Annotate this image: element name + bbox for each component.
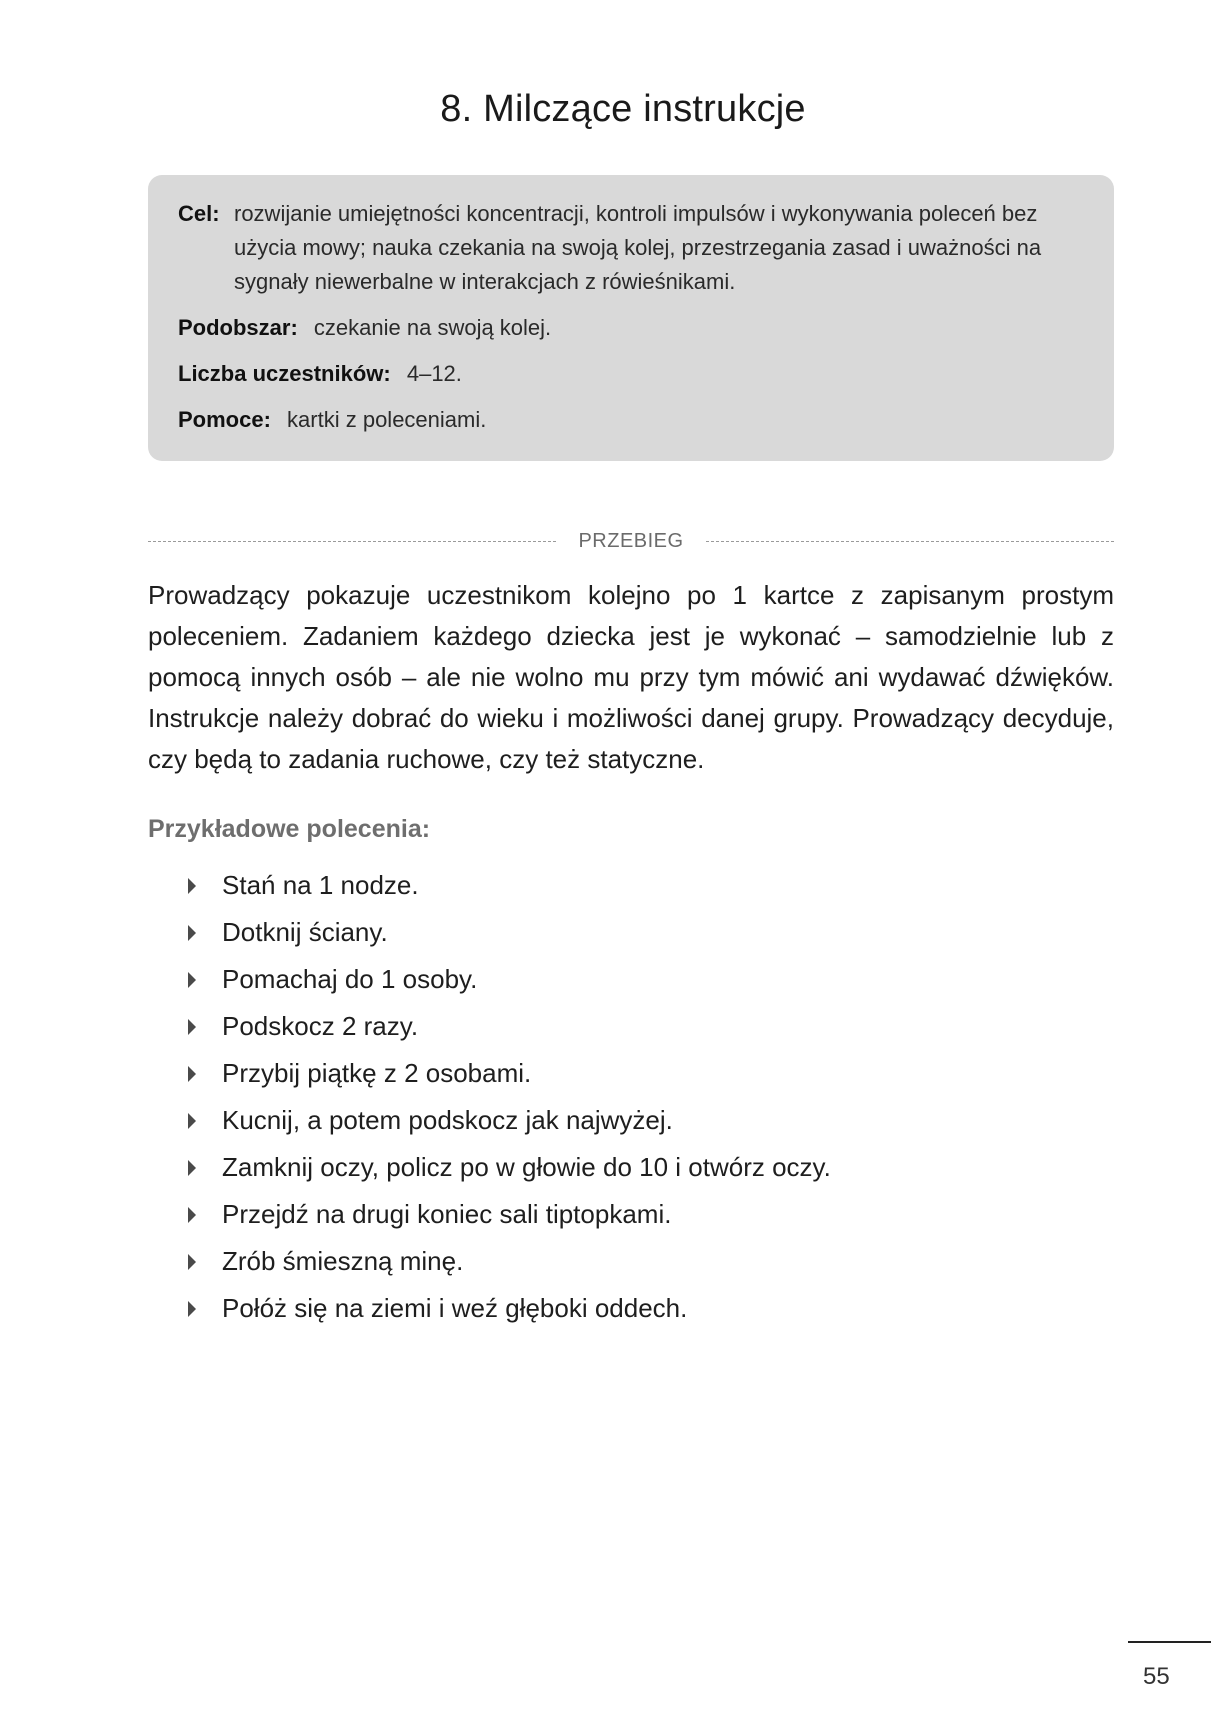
subarea-row — [178, 311, 1086, 345]
bullet-triangle-icon — [188, 1113, 196, 1129]
list-item-text: Pomachaj do 1 osoby. — [222, 964, 478, 994]
participants-text: 4–12. — [406, 361, 462, 386]
list-item-text: Kucnij, a potem podskocz jak najwyżej. — [222, 1105, 673, 1135]
list-item — [188, 1097, 831, 1144]
info-box — [148, 175, 1114, 461]
participants-row — [178, 357, 1086, 391]
list-item-text: Przejdź na drugi koniec sali tiptopkami. — [222, 1199, 672, 1229]
bullet-triangle-icon — [188, 925, 196, 941]
page-number: 55 — [1143, 1663, 1170, 1690]
list-item — [188, 1285, 831, 1332]
goal-row — [178, 197, 1086, 299]
examples-heading: Przykładowe polecenia: — [148, 815, 431, 843]
list-item — [188, 1050, 831, 1097]
list-item — [188, 1144, 831, 1191]
page-title: 8. Milczące instrukcje — [440, 88, 806, 130]
bullet-triangle-icon — [188, 878, 196, 894]
list-item — [188, 909, 831, 956]
list-item — [188, 1238, 831, 1285]
list-item — [188, 956, 831, 1003]
bullet-triangle-icon — [188, 1254, 196, 1270]
list-item-text: Zamknij oczy, policz po w głowie do 10 i otwórz oczy. — [222, 1152, 831, 1182]
bullet-triangle-icon — [188, 1301, 196, 1317]
bullet-triangle-icon — [188, 1019, 196, 1035]
subarea-label: Podobszar: — [178, 315, 298, 340]
list-item — [188, 862, 831, 909]
subarea-text: czekanie na swoją kolej. — [313, 315, 552, 340]
aids-text: kartki z poleceniami. — [287, 407, 487, 432]
list-item-text: Podskocz 2 razy. — [222, 1011, 419, 1041]
dashed-line-left — [148, 541, 556, 542]
bullet-triangle-icon — [188, 1207, 196, 1223]
intro-paragraph: Prowadzący pokazuje uczestnikom kolejno po 1 kartce z zapisanym prostym poleceniem. Zadaniem każdego dziecka jest je wykonać – samodzielnie lub z pomocą innych osób – ale nie wolno mu przy tym mówić ani wydawać dźwięków. Instrukcje należy dobrać do wieku i możliwości danej grupy. Prowadzący decyduje, czy będą to zadania ruchowe, czy też statyczne. — [148, 580, 1114, 774]
aids-label: Pomoce: — [178, 407, 271, 432]
aids-row — [178, 403, 1086, 437]
list-item-text: Połóż się na ziemi i weź głęboki oddech. — [222, 1293, 688, 1323]
list-item-text: Stań na 1 nodze. — [222, 870, 419, 900]
footer-rule — [1128, 1641, 1211, 1643]
dashed-line-right — [706, 541, 1114, 542]
list-item-text: Przybij piątkę z 2 osobami. — [222, 1058, 532, 1088]
examples-list — [188, 862, 831, 1332]
bullet-triangle-icon — [188, 1066, 196, 1082]
list-item-text: Dotknij ściany. — [222, 917, 388, 947]
goal-text: rozwijanie umiejętności koncentracji, kontroli impulsów i wykonywania poleceń bez użycia mowy; nauka czekania na swoją kolej, przestrzegania zasad i uważności na sygnały niewerbalne w interakcjach z rówieśnikami. — [234, 201, 1042, 294]
bullet-triangle-icon — [188, 972, 196, 988]
participants-label: Liczba uczestników: — [178, 361, 391, 386]
goal-label: Cel: — [178, 201, 220, 226]
list-item — [188, 1003, 831, 1050]
bullet-triangle-icon — [188, 1160, 196, 1176]
section-divider — [148, 526, 1114, 556]
list-item-text: Zrób śmieszną minę. — [222, 1246, 464, 1276]
section-label: PRZEBIEG — [578, 529, 684, 552]
list-item — [188, 1191, 831, 1238]
